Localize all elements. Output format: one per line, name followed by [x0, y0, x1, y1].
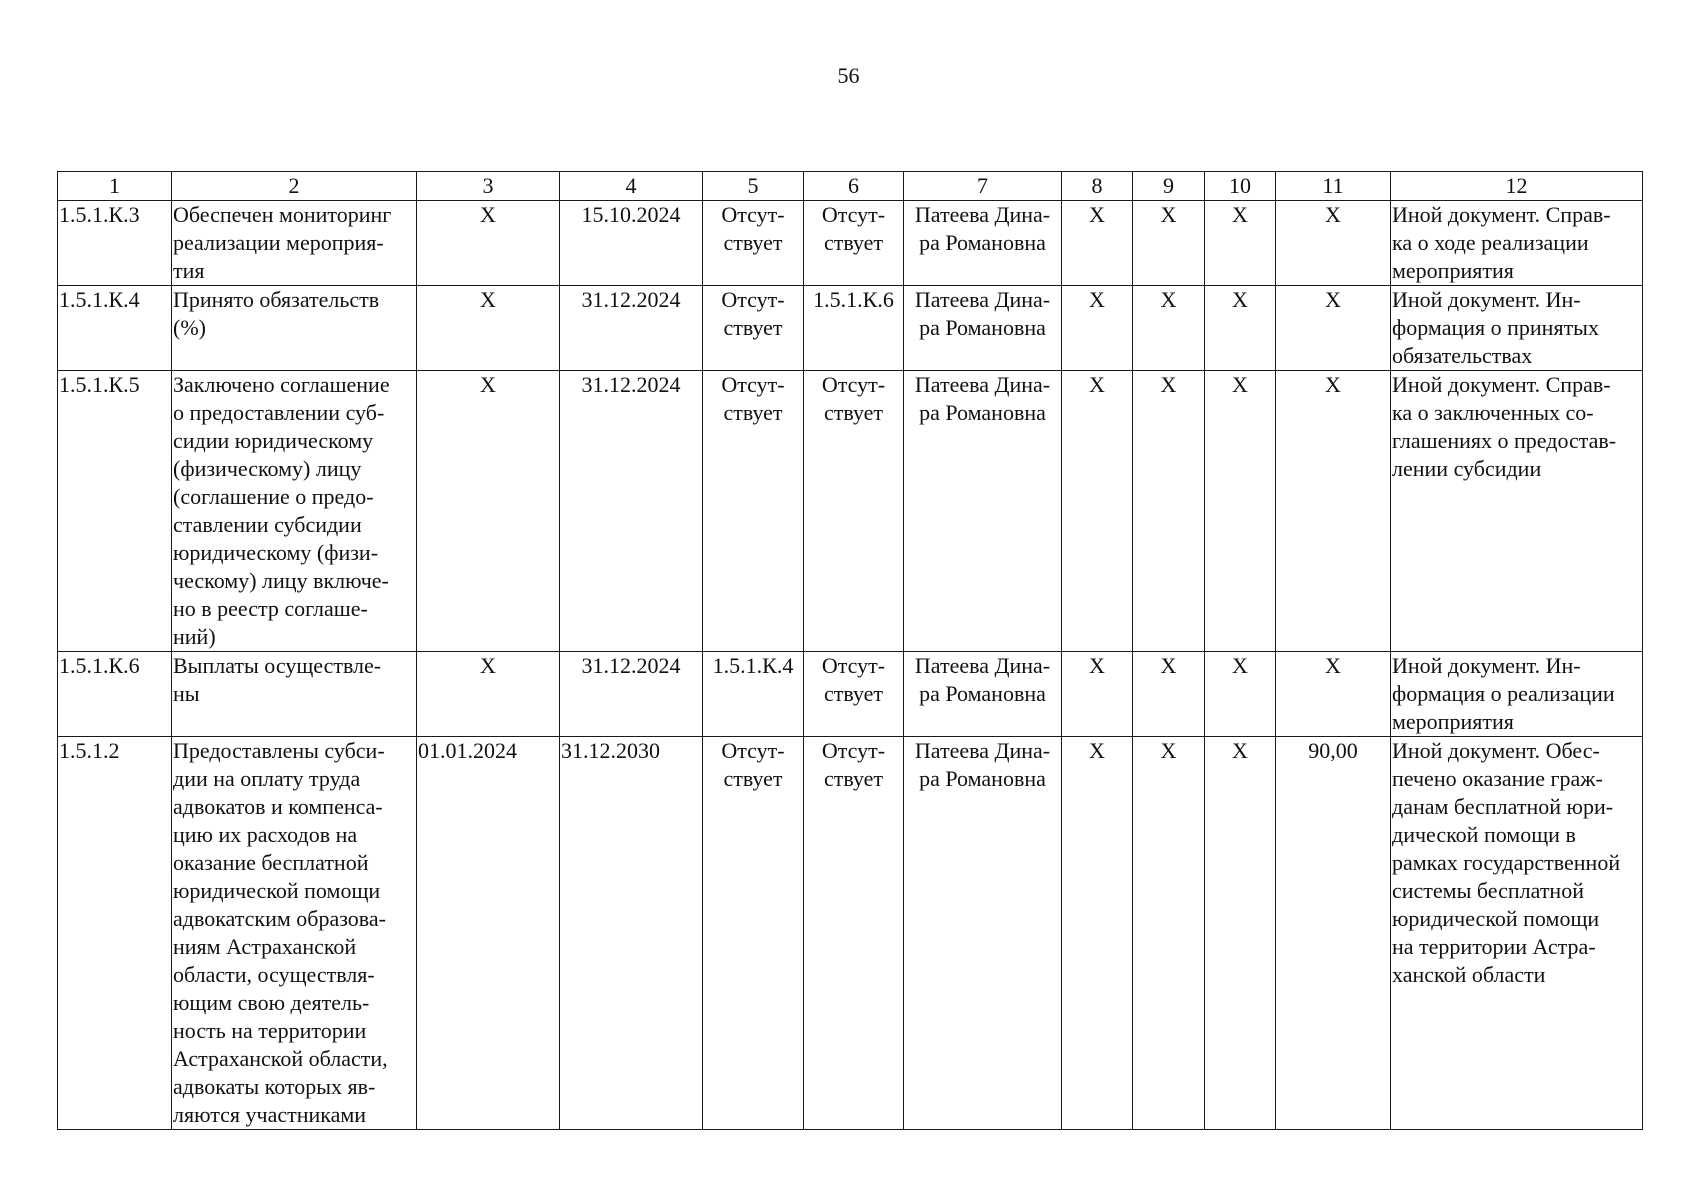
row-document: Иной документ. Справ- ка о заключенных со- глашениях о предостав- лении субсидии [1391, 371, 1643, 652]
row-col10: Х [1205, 737, 1276, 1130]
row-predecessor: Отсут- ствует [703, 201, 804, 286]
row-end-date: 31.12.2024 [560, 371, 703, 652]
row-successor: Отсут- ствует [804, 371, 904, 652]
header-cell-2: 2 [172, 172, 417, 201]
header-cell-3: 3 [417, 172, 560, 201]
row-end-date: 31.12.2024 [560, 286, 703, 371]
row-col8: Х [1062, 737, 1133, 1130]
row-predecessor: Отсут- ствует [703, 286, 804, 371]
plan-table [57, 171, 1643, 1130]
header-cell-5: 5 [703, 172, 804, 201]
row-col10: Х [1205, 201, 1276, 286]
header-cell-9: 9 [1133, 172, 1205, 201]
header-cell-6: 6 [804, 172, 904, 201]
page-number: 56 [837, 63, 860, 88]
table-row [58, 652, 1643, 737]
row-name: Принято обязательств (%) [172, 286, 417, 371]
row-responsible: Патеева Дина- ра Романовна [904, 286, 1062, 371]
row-col11: Х [1276, 371, 1391, 652]
table-row [58, 737, 1643, 1130]
row-start-date: Х [417, 652, 560, 737]
row-col8: Х [1062, 652, 1133, 737]
row-col8: Х [1062, 286, 1133, 371]
row-name: Выплаты осуществле- ны [172, 652, 417, 737]
row-col9: Х [1133, 201, 1205, 286]
table-row [58, 286, 1643, 371]
row-responsible: Патеева Дина- ра Романовна [904, 652, 1062, 737]
row-start-date: Х [417, 371, 560, 652]
row-predecessor: Отсут- ствует [703, 737, 804, 1130]
row-start-date: 01.01.2024 [417, 737, 560, 1130]
row-document: Иной документ. Обес- печено оказание граж- данам бесплатной юри- дической помощи в рамках государственной системы бесплатной юридической помощи на территории Астра- ханской области [1391, 737, 1643, 1130]
row-name: Заключено соглашение о предоставлении суб- сидии юридическому (физическому) лицу (соглашение о предо- ставлении субсидии юридическому (физи- ческому) лицу включе- но в реестр соглаше- ний) [172, 371, 417, 652]
row-document: Иной документ. Справ- ка о ходе реализации мероприятия [1391, 201, 1643, 286]
row-predecessor: 1.5.1.К.4 [703, 652, 804, 737]
header-cell-10: 10 [1205, 172, 1276, 201]
row-document: Иной документ. Ин- формация о принятых обязательствах [1391, 286, 1643, 371]
row-code: 1.5.1.К.3 [58, 201, 172, 286]
row-code: 1.5.1.К.5 [58, 371, 172, 652]
header-cell-7: 7 [904, 172, 1062, 201]
row-col10: Х [1205, 286, 1276, 371]
row-col8: Х [1062, 201, 1133, 286]
row-col11: Х [1276, 201, 1391, 286]
row-code: 1.5.1.2 [58, 737, 172, 1130]
header-cell-12: 12 [1391, 172, 1643, 201]
row-col8: Х [1062, 371, 1133, 652]
row-document: Иной документ. Ин- формация о реализации мероприятия [1391, 652, 1643, 737]
row-successor: Отсут- ствует [804, 652, 904, 737]
row-col9: Х [1133, 371, 1205, 652]
row-end-date: 15.10.2024 [560, 201, 703, 286]
table-row [58, 201, 1643, 286]
row-col11: Х [1276, 652, 1391, 737]
row-col9: Х [1133, 652, 1205, 737]
row-col11: Х [1276, 286, 1391, 371]
row-end-date: 31.12.2030 [560, 737, 703, 1130]
row-col9: Х [1133, 286, 1205, 371]
header-cell-4: 4 [560, 172, 703, 201]
row-name: Предоставлены субси- дии на оплату труда адвокатов и компенса- цию их расходов на оказание бесплатной юридической помощи адвокатским образова- ниям Астраханской области, осуществля- ющим свою деятель- ность на территории Астраханской области, адвокаты которых яв- ляются участниками [172, 737, 417, 1130]
row-predecessor: Отсут- ствует [703, 371, 804, 652]
row-start-date: Х [417, 286, 560, 371]
table-row [58, 371, 1643, 652]
row-col11: 90,00 [1276, 737, 1391, 1130]
header-cell-8: 8 [1062, 172, 1133, 201]
row-successor: Отсут- ствует [804, 201, 904, 286]
row-col9: Х [1133, 737, 1205, 1130]
row-end-date: 31.12.2024 [560, 652, 703, 737]
row-successor: 1.5.1.К.6 [804, 286, 904, 371]
row-name: Обеспечен мониторинг реализации мероприя- тия [172, 201, 417, 286]
row-responsible: Патеева Дина- ра Романовна [904, 737, 1062, 1130]
header-cell-1: 1 [58, 172, 172, 201]
row-code: 1.5.1.К.6 [58, 652, 172, 737]
row-responsible: Патеева Дина- ра Романовна [904, 201, 1062, 286]
row-responsible: Патеева Дина- ра Романовна [904, 371, 1062, 652]
row-start-date: Х [417, 201, 560, 286]
row-code: 1.5.1.К.4 [58, 286, 172, 371]
header-row [58, 172, 1643, 201]
row-col10: Х [1205, 652, 1276, 737]
header-cell-11: 11 [1276, 172, 1391, 201]
row-col10: Х [1205, 371, 1276, 652]
row-successor: Отсут- ствует [804, 737, 904, 1130]
